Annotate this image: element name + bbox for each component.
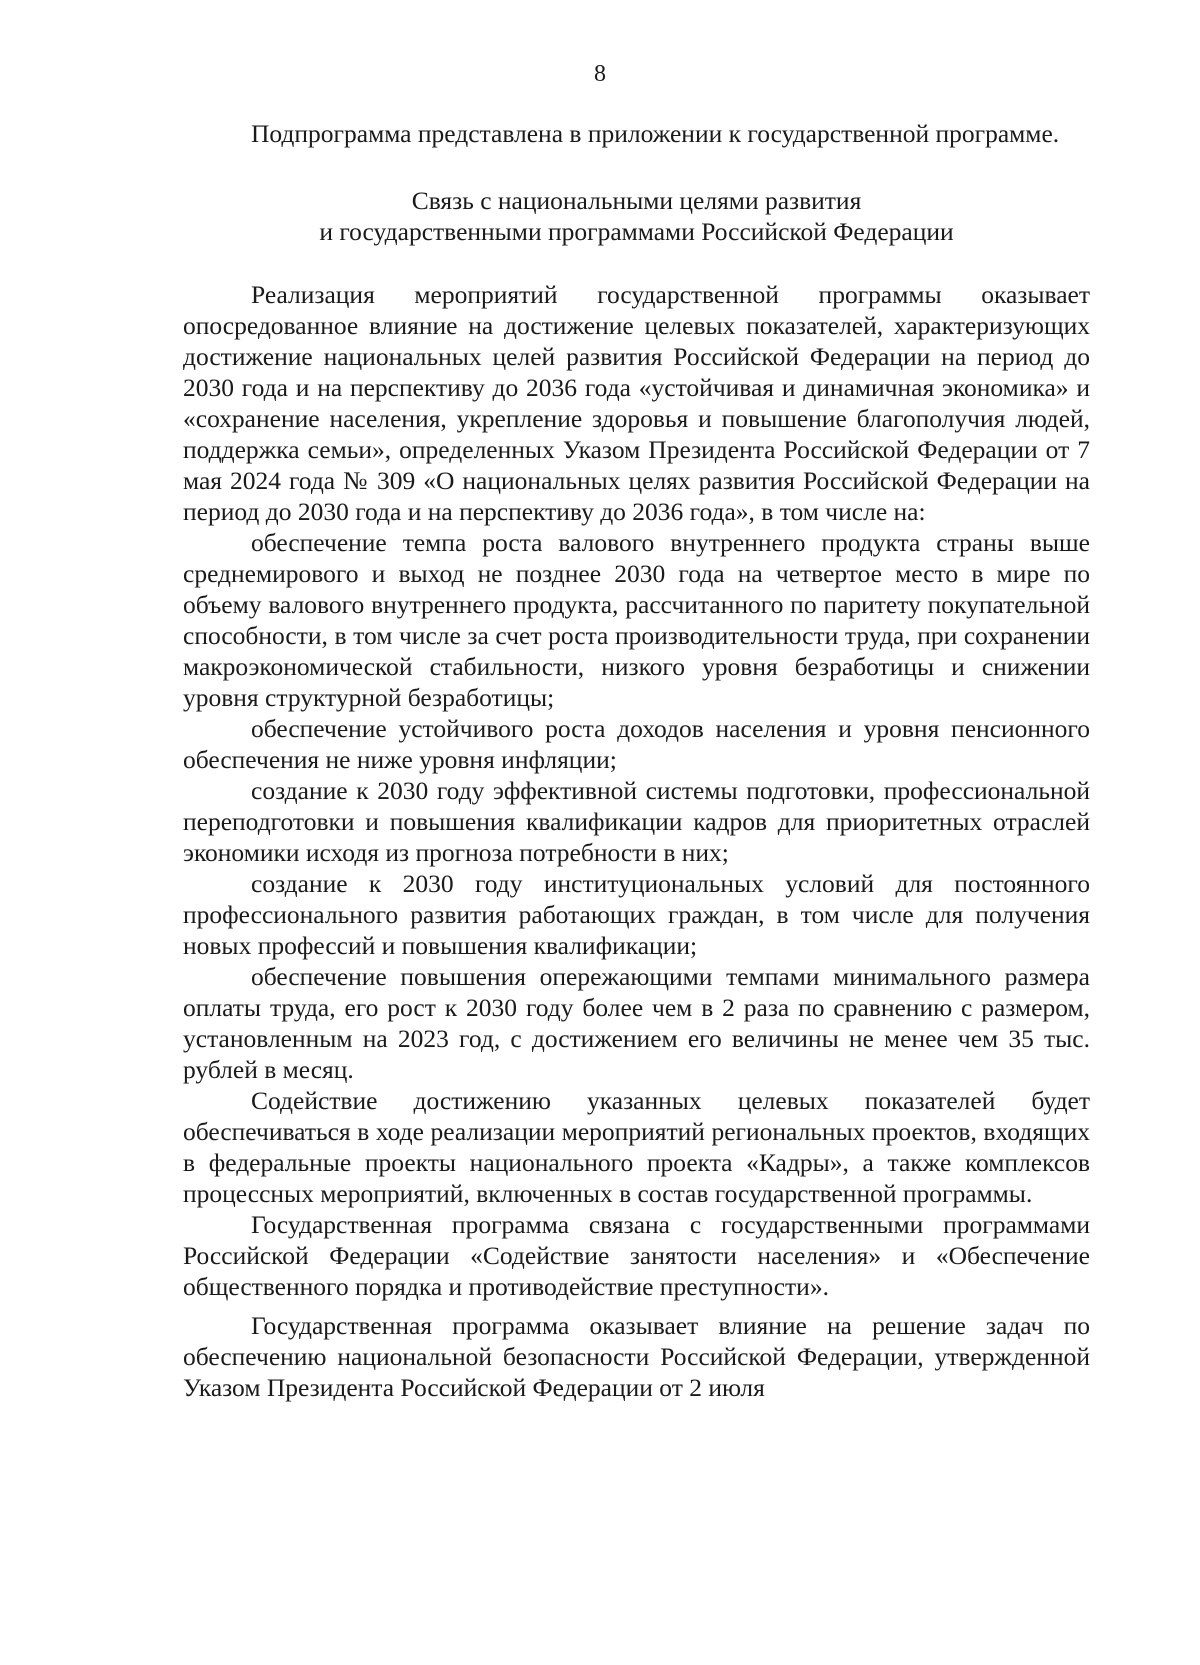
- section-heading-line-1: Связь с национальными целями развития: [411, 186, 862, 215]
- body-paragraph: Государственная программа связана с государственными программами Российской Федерации «Содействие занятости населения» и «Обеспечение общественного порядка и противодействие преступности».: [183, 1210, 1090, 1301]
- body-paragraph: Содействие достижению указанных целевых показателей будет обеспечиваться в ходе реализации мероприятий региональных проектов, входящих в федеральные проекты национального проекта «Кадры», а также комплексов процессных мероприятий, включенных в состав государственной программы.: [183, 1086, 1090, 1208]
- body-paragraph: Реализация мероприятий государственной программы оказывает опосредованное влияние на достижение целевых показателей, характеризующих достижение национальных целей развития Российской Федерации на период до 2030 года и на перспективу до 2036 года «устойчивая и динамичная экономика» и «сохранение населения, укрепление здоровья и повышение благополучия людей, поддержка семьи», определенных Указом Президента Российской Федерации от 7 мая 2024 года № 309 «О национальных целях развития Российской Федерации на период до 2030 года и на перспективу до 2036 года», в том числе на:: [183, 280, 1090, 526]
- list-item-gdp-growth: обеспечение темпа роста валового внутреннего продукта страны выше среднемирового и выход не позднее 2030 года на четвертое место в мире по объему валового внутреннего продукта, рассчитанного по паритету покупательной способности, в том числе за счет роста производительности труда, при сохранении макроэкономической стабильности, низкого уровня безработицы и снижении уровня структурной безработицы;: [183, 528, 1090, 712]
- page-number: 8: [594, 61, 606, 87]
- section-heading: [183, 185, 1090, 247]
- section-heading-line-2: и государственными программами Российской Федерации: [319, 217, 954, 246]
- list-item-minimum-wage: обеспечение повышения опережающими темпами минимального размера оплаты труда, его рост к 2030 году более чем в 2 раза по сравнению с размером, установленным на 2023 год, с достижением его величины не менее чем 35 тыс. рублей в месяц.: [183, 962, 1090, 1084]
- body-paragraph: Государственная программа оказывает влияние на решение задач по обеспечению национальной безопасности Российской Федерации, утвержденной Указом Президента Российской Федерации от 2 июля: [183, 1311, 1090, 1402]
- list-item-professional-development: создание к 2030 году институциональных условий для постоянного профессионального развития работающих граждан, в том числе для получения новых профессий и повышения квалификации;: [183, 869, 1090, 960]
- document-body: [183, 118, 1090, 1403]
- intro-paragraph: Подпрограмма представлена в приложении к государственной программе.: [251, 119, 1060, 148]
- list-item-training-system: создание к 2030 году эффективной системы подготовки, профессиональной переподготовки и повышения квалификации кадров для приоритетных отраслей экономики исходя из прогноза потребности в них;: [183, 776, 1090, 867]
- list-item-income-growth: обеспечение устойчивого роста доходов населения и уровня пенсионного обеспечения не ниже уровня инфляции;: [183, 714, 1090, 774]
